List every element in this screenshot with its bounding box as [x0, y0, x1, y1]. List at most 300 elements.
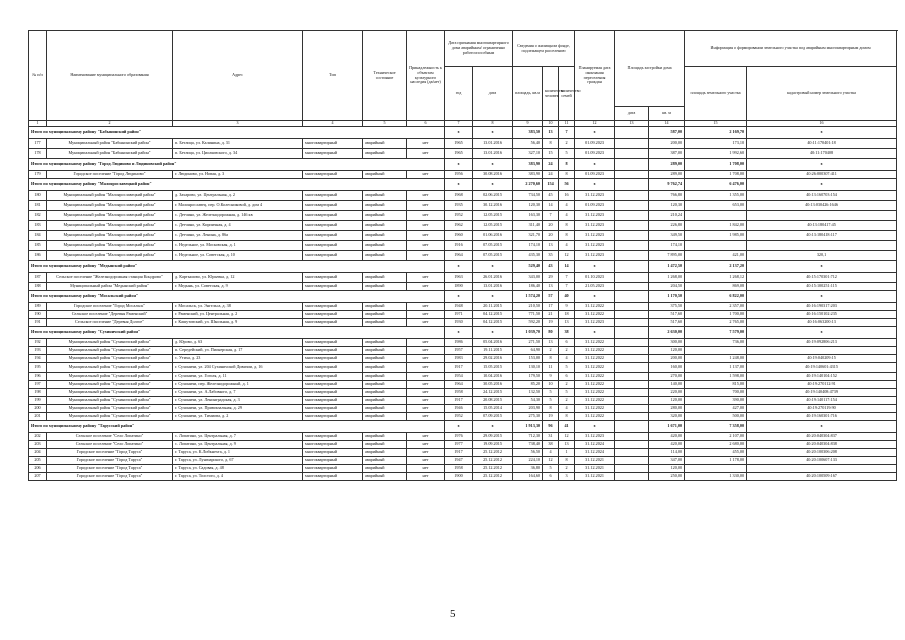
- row-number: 191: [29, 319, 47, 327]
- row-land-area: 815,00: [685, 381, 747, 389]
- row-type: многоквартирный: [303, 465, 363, 473]
- subtotal-year: x: [445, 291, 473, 303]
- row-type: многоквартирный: [303, 221, 363, 231]
- row-municipality: Городское поселение "Город Таруса": [47, 473, 173, 481]
- row-area: 311,40: [513, 221, 543, 231]
- row-dom-date: [615, 413, 649, 421]
- subtotal-year: x: [445, 179, 473, 191]
- row-dom-area: 320,00: [649, 413, 685, 421]
- row-heritage: нет: [407, 347, 445, 355]
- row-area: 186,40: [513, 283, 543, 291]
- row-families: 4: [559, 405, 575, 413]
- subtotal-cadastr: x: [747, 127, 897, 139]
- subtotal-people: 96: [543, 421, 559, 433]
- table-row: [29, 319, 897, 327]
- row-municipality: Городское поселение "Город Таруса": [47, 449, 173, 457]
- row-year: 1935: [445, 201, 473, 211]
- table-row: [29, 251, 897, 261]
- row-dom-area: 226,80: [649, 221, 685, 231]
- subtotal-cadastr: x: [747, 159, 897, 171]
- row-year: 1960: [445, 231, 473, 241]
- row-land-area: 653,00: [685, 201, 747, 211]
- row-area: 130,10: [513, 363, 543, 373]
- row-state: аварийный: [363, 457, 407, 465]
- row-year: 1917: [445, 363, 473, 373]
- table-row: [29, 339, 897, 347]
- subtotal-dom-date: [615, 291, 649, 303]
- row-state: аварийный: [363, 211, 407, 221]
- row-dom-date: [615, 473, 649, 481]
- row-date: 12.05.2015: [473, 211, 513, 221]
- subtotal-dom-date: [615, 179, 649, 191]
- table-row: [29, 433, 897, 441]
- row-state: аварийный: [363, 231, 407, 241]
- row-municipality: Сельское поселение "Деревня Долгое": [47, 319, 173, 327]
- row-state: аварийный: [363, 465, 407, 473]
- row-date: 30.12.2016: [473, 201, 513, 211]
- row-land-area: [685, 211, 747, 221]
- subtotal-people: 154: [543, 179, 559, 191]
- subtotal-label: Итого по муниципальному району "Мосальский район": [29, 291, 445, 303]
- row-land-area: 1 842,00: [685, 221, 747, 231]
- table-row: [29, 457, 897, 465]
- subtotal-area: 1 913,30: [513, 421, 543, 433]
- row-land-area: 2 357,00: [685, 303, 747, 311]
- row-area: 771,50: [513, 311, 543, 319]
- row-dom-date: [615, 339, 649, 347]
- subtotal-dom-area: 1 170,50: [649, 291, 685, 303]
- header-planned: Планируемая дата окончания переселения граждан: [575, 31, 615, 121]
- row-year: 1977: [445, 441, 473, 449]
- subtotal-row: [29, 261, 897, 273]
- subtotal-dom-area: 1 671,00: [649, 421, 685, 433]
- row-date: 29.02.2016: [473, 355, 513, 363]
- row-area: 321,70: [513, 231, 543, 241]
- row-year: 1971: [445, 311, 473, 319]
- row-municipality: Муниципальный район "Малоярославецкий район": [47, 191, 173, 201]
- row-municipality: Муниципальный район "Малоярославецкий район": [47, 241, 173, 251]
- row-area: 174,10: [513, 241, 543, 251]
- subtotal-dom-area: 9 762,74: [649, 179, 685, 191]
- row-area: 164,60: [513, 473, 543, 481]
- row-area: 36,80: [513, 465, 543, 473]
- row-year: 1962: [445, 221, 473, 231]
- row-type: многоквартирный: [303, 449, 363, 457]
- row-state: аварийный: [363, 241, 407, 251]
- row-municipality: Городское поселение "Город Мосальск": [47, 303, 173, 311]
- row-people: 14: [543, 201, 559, 211]
- table-row: [29, 473, 897, 481]
- row-families: 18: [559, 311, 575, 319]
- subtotal-dom-date: [615, 421, 649, 433]
- row-state: аварийный: [363, 449, 407, 457]
- row-number: 196: [29, 373, 47, 381]
- row-cadastr: 40:19:140104:152: [747, 373, 897, 381]
- column-number: 1: [29, 121, 47, 127]
- row-year: 1916: [445, 241, 473, 251]
- row-state: аварийный: [363, 191, 407, 201]
- row-land-area: 2 107,00: [685, 433, 747, 441]
- row-planned: 01.09.2023: [575, 139, 615, 149]
- row-families: 8: [559, 231, 575, 241]
- row-date: 02.06.2015: [473, 191, 513, 201]
- row-people: 19: [543, 413, 559, 421]
- row-heritage: нет: [407, 405, 445, 413]
- row-type: многоквартирный: [303, 319, 363, 327]
- table-row: [29, 347, 897, 355]
- row-address: д. Картышово, ул. Юрьевка, д. 12: [173, 273, 303, 283]
- row-cadastr: 40:16:063200:13: [747, 319, 897, 327]
- row-land-area: 427,00: [685, 405, 747, 413]
- table-row: [29, 303, 897, 311]
- row-heritage: нет: [407, 283, 445, 291]
- subtotal-row: [29, 291, 897, 303]
- row-dom-date: [615, 139, 649, 149]
- row-municipality: Муниципальный район "Медынский район": [47, 283, 173, 291]
- subtotal-land-area: 2 169,70: [685, 127, 747, 139]
- row-address: с. Утиха, д. 23: [173, 355, 303, 363]
- row-type: многоквартирный: [303, 381, 363, 389]
- row-people: 17: [543, 303, 559, 311]
- table-row: [29, 201, 897, 211]
- table-row: [29, 449, 897, 457]
- row-dom-date: [615, 171, 649, 179]
- row-families: 13: [559, 319, 575, 327]
- row-type: многоквартирный: [303, 191, 363, 201]
- row-number: 207: [29, 473, 47, 481]
- row-people: 13: [543, 283, 559, 291]
- column-number: 8: [473, 121, 513, 127]
- row-address: с. Детчино, ул. Кирпичная, д. 4: [173, 221, 303, 231]
- row-dom-date: [615, 355, 649, 363]
- row-dom-area: 300,00: [649, 339, 685, 347]
- header-dom-date: дата: [615, 107, 649, 121]
- row-address: г. Сухиничи, ул. Ленинградская, д. 3: [173, 397, 303, 405]
- row-type: многоквартирный: [303, 241, 363, 251]
- row-people: 20: [543, 221, 559, 231]
- row-dom-date: [615, 397, 649, 405]
- row-area: 327,10: [513, 149, 543, 159]
- row-people: 4: [543, 449, 559, 457]
- header-dom-area: Площадь застройки дома: [615, 31, 685, 107]
- table-row: [29, 465, 897, 473]
- row-planned: 31.12.2022: [575, 405, 615, 413]
- row-land-area: [685, 347, 747, 355]
- row-date: 26.01.2016: [473, 273, 513, 283]
- row-area: 163,30: [513, 211, 543, 221]
- row-families: 2: [559, 347, 575, 355]
- header-no: № п/п: [29, 31, 47, 121]
- row-families: 4: [559, 241, 575, 251]
- subtotal-date: x: [473, 261, 513, 273]
- row-area: 343,00: [513, 273, 543, 283]
- row-people: 2: [543, 347, 559, 355]
- row-cadastr: 40:19:270119:90: [747, 405, 897, 413]
- subtotal-row: [29, 179, 897, 191]
- row-municipality: Муниципальный район "Сухиничский район": [47, 397, 173, 405]
- subtotal-families: 41: [559, 421, 575, 433]
- row-heritage: нет: [407, 373, 445, 381]
- row-address: г. Людиново, ул. Новая, д. 3: [173, 171, 303, 179]
- row-number: 204: [29, 449, 47, 457]
- row-dom-area: 280,00: [649, 405, 685, 413]
- row-dom-date: [615, 231, 649, 241]
- row-cadastr: 40:13:180418:117: [747, 231, 897, 241]
- row-address: г. Таруса, ул. Луначарского, д. 67: [173, 457, 303, 465]
- row-state: аварийный: [363, 389, 407, 397]
- row-cadastr: 40:16:190317:203: [747, 303, 897, 311]
- row-land-area: 1 137,00: [685, 363, 747, 373]
- row-type: многоквартирный: [303, 433, 363, 441]
- row-heritage: нет: [407, 273, 445, 283]
- header-land-group: Информация о формировании земельного участка под аварийным многоквартирным домом: [685, 31, 897, 67]
- row-dom-area: 210,24: [649, 211, 685, 221]
- row-planned: 31.12.2023: [575, 241, 615, 251]
- column-number: 15: [685, 121, 747, 127]
- header-year: год: [445, 67, 473, 121]
- subtotal-date: x: [473, 421, 513, 433]
- row-families: 5: [559, 149, 575, 159]
- row-families: 16: [559, 191, 575, 201]
- subtotal-year: x: [445, 327, 473, 339]
- row-date: 10.04.2016: [473, 373, 513, 381]
- header-info-group: Сведения о жилищном фонде, подлежащем расселению: [513, 31, 575, 67]
- row-cadastr: 40:19:270112:91: [747, 381, 897, 389]
- row-area: 275,30: [513, 413, 543, 421]
- row-families: 8: [559, 457, 575, 465]
- row-land-area: 2 680,00: [685, 441, 747, 449]
- row-municipality: Муниципальный район "Малоярославецкий район": [47, 231, 173, 241]
- row-year: 1954: [445, 373, 473, 381]
- row-state: аварийный: [363, 355, 407, 363]
- row-people: 10: [543, 381, 559, 389]
- column-number: 2: [47, 121, 173, 127]
- row-cadastr: 40:13:180417:45: [747, 221, 897, 231]
- row-state: аварийный: [363, 139, 407, 149]
- row-year: 1958: [445, 389, 473, 397]
- row-number: 189: [29, 303, 47, 311]
- row-municipality: Сельское поселение "Село Лопатино": [47, 433, 173, 441]
- row-state: аварийный: [363, 303, 407, 311]
- row-planned: 31.12.2023: [575, 319, 615, 327]
- header-heritage: Принадлежность к объектам культурного наследия (да/нет): [407, 31, 445, 121]
- subtotal-land-area: 2 137,20: [685, 261, 747, 273]
- row-municipality: Муниципальный район "Малоярославецкий район": [47, 221, 173, 231]
- row-type: многоквартирный: [303, 303, 363, 311]
- row-number: 193: [29, 347, 47, 355]
- subtotal-planned: x: [575, 421, 615, 433]
- subtotal-cadastr: x: [747, 327, 897, 339]
- header-people: количество человек: [543, 67, 559, 121]
- row-number: 181: [29, 201, 47, 211]
- row-type: многоквартирный: [303, 149, 363, 159]
- row-people: 13: [543, 241, 559, 251]
- row-year: 1917: [445, 397, 473, 405]
- row-heritage: нет: [407, 339, 445, 347]
- row-planned: 01.10.2023: [575, 273, 615, 283]
- row-type: многоквартирный: [303, 457, 363, 465]
- row-type: многоквартирный: [303, 397, 363, 405]
- row-families: 6: [559, 339, 575, 347]
- row-heritage: нет: [407, 457, 445, 465]
- row-municipality: Сельское поселение "Железнодорожная станция Кондрово": [47, 273, 173, 283]
- row-type: многоквартирный: [303, 355, 363, 363]
- row-people: 12: [543, 457, 559, 465]
- row-municipality: Муниципальный район "Сухиничский район": [47, 381, 173, 389]
- row-dom-area: 120,00: [649, 347, 685, 355]
- row-planned: 01.09.2023: [575, 149, 615, 159]
- row-heritage: нет: [407, 139, 445, 149]
- row-municipality: Муниципальный район "Сухиничский район": [47, 389, 173, 397]
- row-type: многоквартирный: [303, 405, 363, 413]
- row-planned: 31.12.2022: [575, 373, 615, 381]
- row-people: 19: [543, 319, 559, 327]
- row-number: 182: [29, 211, 47, 221]
- row-cadastr: [747, 211, 897, 221]
- row-heritage: нет: [407, 473, 445, 481]
- table-row: [29, 283, 897, 291]
- subtotal-row: [29, 127, 897, 139]
- row-year: 1976: [445, 433, 473, 441]
- row-planned: 01.09.2023: [575, 171, 615, 179]
- row-state: аварийный: [363, 251, 407, 261]
- row-year: 1952: [445, 211, 473, 221]
- row-area: 56,50: [513, 449, 543, 457]
- row-number: 200: [29, 405, 47, 413]
- row-dom-area: 517,60: [649, 319, 685, 327]
- header-municipality: Наименование муниципального образования: [47, 31, 173, 121]
- row-dom-area: 1 268,00: [649, 273, 685, 283]
- row-land-area: 869,08: [685, 283, 747, 291]
- row-people: 5: [543, 389, 559, 397]
- row-planned: 31.12.2022: [575, 303, 615, 311]
- row-dom-date: [615, 457, 649, 465]
- subtotal-row: [29, 421, 897, 433]
- row-land-area: 700,00: [685, 389, 747, 397]
- row-number: 186: [29, 251, 47, 261]
- row-number: 198: [29, 389, 47, 397]
- row-state: аварийный: [363, 363, 407, 373]
- row-families: 7: [559, 273, 575, 283]
- row-year: 1917: [445, 449, 473, 457]
- row-type: многоквартирный: [303, 171, 363, 179]
- table-row: [29, 373, 897, 381]
- row-type: многоквартирный: [303, 211, 363, 221]
- row-planned: 31.12.2022: [575, 355, 615, 363]
- row-land-area: 736,00: [685, 339, 747, 347]
- page-number: 5: [450, 608, 456, 620]
- row-heritage: нет: [407, 441, 445, 449]
- row-cadastr: 40:19:160301:716: [747, 413, 897, 421]
- row-area: 712,30: [513, 433, 543, 441]
- row-date: 30.08.2016: [473, 171, 513, 179]
- header-area: площадь, кв.м: [513, 67, 543, 121]
- row-state: аварийный: [363, 221, 407, 231]
- row-year: 1957: [445, 347, 473, 355]
- row-planned: 01.09.2023: [575, 201, 615, 211]
- column-number: 3: [173, 121, 303, 127]
- subtotal-people: 57: [543, 291, 559, 303]
- row-number: 190: [29, 311, 47, 319]
- subtotal-label: Итого по муниципальному району "Сухиничский район": [29, 327, 445, 339]
- table-row: [29, 139, 897, 149]
- row-state: аварийный: [363, 441, 407, 449]
- row-year: 1890: [445, 283, 473, 291]
- row-land-area: 173,10: [685, 139, 747, 149]
- row-planned: 31.12.2021: [575, 473, 615, 481]
- row-families: 1: [559, 449, 575, 457]
- row-number: 184: [29, 231, 47, 241]
- subtotal-area: 383,90: [513, 159, 543, 171]
- row-families: 8: [559, 413, 575, 421]
- row-dom-area: 7 895,00: [649, 251, 685, 261]
- row-address: г. Сухиничи, ул. Тимиова, д. 2: [173, 413, 303, 421]
- row-state: аварийный: [363, 473, 407, 481]
- table-row: [29, 389, 897, 397]
- row-date: 19.11.2015: [473, 347, 513, 355]
- row-heritage: нет: [407, 449, 445, 457]
- row-area: 203,90: [513, 405, 543, 413]
- row-heritage: нет: [407, 303, 445, 311]
- row-dom-date: [615, 441, 649, 449]
- subtotal-land-area: 6 476,00: [685, 179, 747, 191]
- row-dom-date: [615, 303, 649, 311]
- header-cadastr: кадастровый номер земельного участка: [747, 67, 897, 121]
- row-heritage: нет: [407, 465, 445, 473]
- row-families: 7: [559, 283, 575, 291]
- row-heritage: нет: [407, 397, 445, 405]
- row-land-area: 1 248,00: [685, 355, 747, 363]
- row-cadastr: [747, 465, 897, 473]
- row-address: г. Таруса, ул. Толстого, д. 4: [173, 473, 303, 481]
- row-address: с. Детчино, ул. Железнодорожная, д. 146 кв: [173, 211, 303, 221]
- row-address: г. Мосальск, ул. Энгельса, д. 38: [173, 303, 303, 311]
- row-date: 04.12.2015: [473, 311, 513, 319]
- row-date: 07.05.2015: [473, 251, 513, 261]
- row-dom-area: 120,00: [649, 465, 685, 473]
- row-people: 13: [543, 339, 559, 347]
- row-municipality: Муниципальный район "Сухиничский район": [47, 413, 173, 421]
- row-heritage: нет: [407, 241, 445, 251]
- row-municipality: Городское поселение "Город Людиново": [47, 171, 173, 179]
- row-families: 2: [559, 465, 575, 473]
- subtotal-area: 1 574,20: [513, 291, 543, 303]
- row-cadastr: 40:20:100607:133: [747, 457, 897, 465]
- subtotal-year: x: [445, 261, 473, 273]
- row-date: 04.12.2015: [473, 319, 513, 327]
- row-date: 13.01.2016: [473, 149, 513, 159]
- column-number: 4: [303, 121, 363, 127]
- row-number: 202: [29, 433, 47, 441]
- row-area: 435,30: [513, 251, 543, 261]
- row-state: аварийный: [363, 347, 407, 355]
- row-dom-date: [615, 347, 649, 355]
- row-land-area: [685, 241, 747, 251]
- subtotal-land-area: 7 358,00: [685, 421, 747, 433]
- row-municipality: Муниципальный район "Малоярославецкий район": [47, 251, 173, 261]
- table-row: [29, 273, 897, 283]
- row-families: 5: [559, 363, 575, 373]
- row-number: 178: [29, 149, 47, 159]
- subtotal-year: x: [445, 421, 473, 433]
- row-state: аварийный: [363, 381, 407, 389]
- row-cadastr: 40:16:150102:235: [747, 311, 897, 319]
- subtotal-area: 2 270,60: [513, 179, 543, 191]
- row-year: 1948: [445, 303, 473, 311]
- row-dom-date: [615, 373, 649, 381]
- row-heritage: нет: [407, 191, 445, 201]
- table-row: [29, 191, 897, 201]
